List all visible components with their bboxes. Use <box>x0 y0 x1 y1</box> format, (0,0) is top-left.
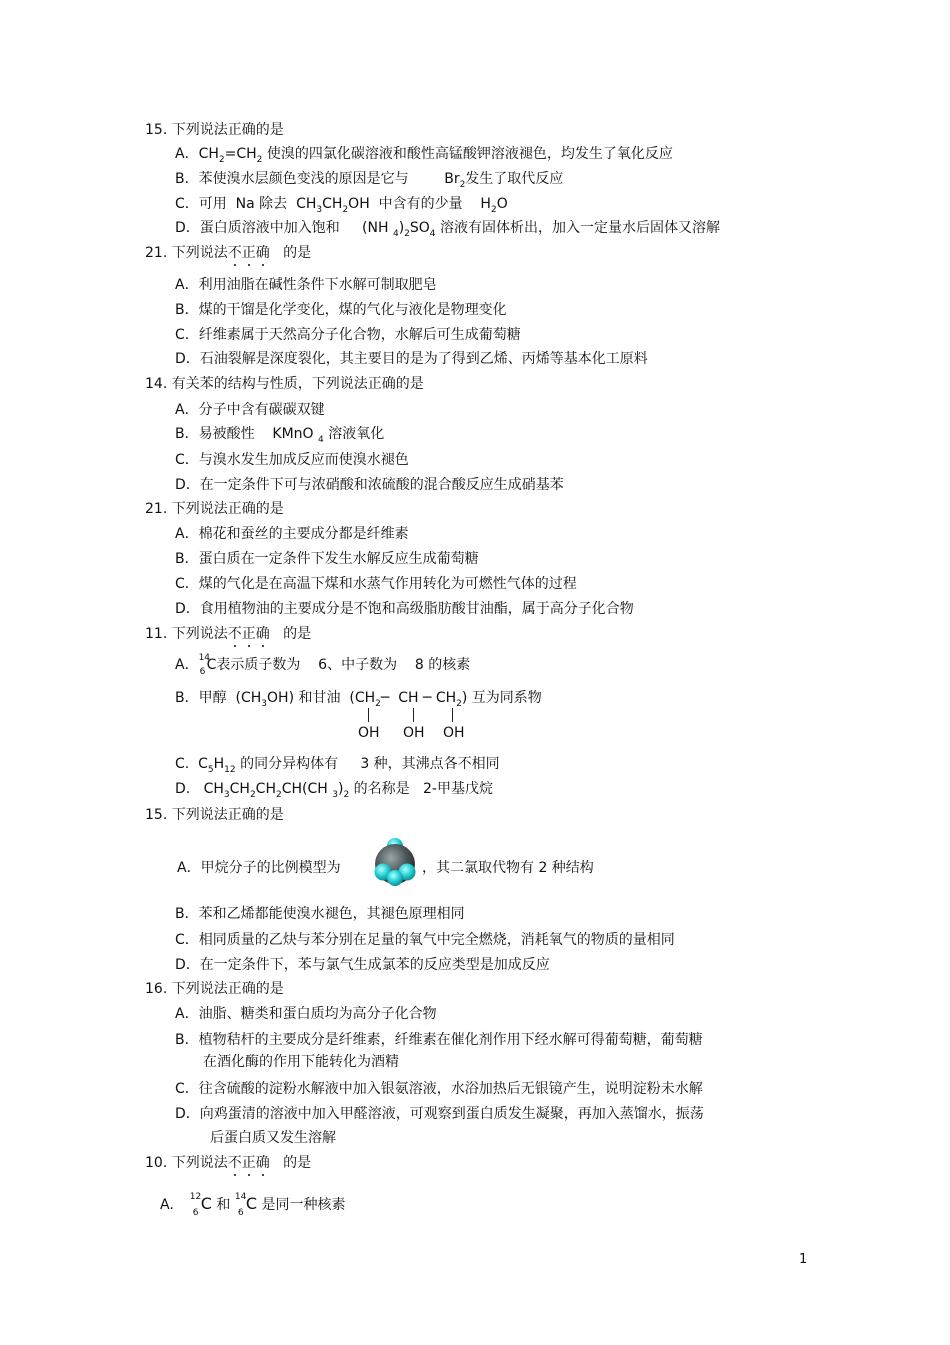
question-21a-title: 21. 下列说法不正确 的是 <box>145 245 312 261</box>
question-16-option-d: D．向鸡蛋清的溶液中加入甲醛溶液，可观察到蛋白质发生凝聚，再加入蒸馏水，振荡 <box>175 1106 704 1122</box>
question-21a-option-a: A．利用油脂在碱性条件下水解可制取肥皂 <box>175 277 437 293</box>
question-15b-option-a-text-tail: ，其二氯取代物有 2 种结构 <box>422 860 594 876</box>
question-15b-option-d: D．在一定条件下，苯与氯气生成氯苯的反应类型是加成反应 <box>175 957 550 973</box>
question-11-option-a: A． 14 6 C表示质子数为 6、中子数为 8 的核素 <box>175 653 471 677</box>
hydroxyl-label: OH <box>403 725 425 741</box>
question-14-title: 14. 有关苯的结构与性质，下列说法正确的是 <box>145 376 424 392</box>
bond-line <box>413 708 414 722</box>
question-11-option-b: B．甲醇 $(CH_3OH)$ 和甘油 ($CH_2─$ CH ─ $CH_2$) 互为同系物 <box>175 690 542 709</box>
carbon-14-isotope: 14 6 C <box>198 653 217 677</box>
question-10-option-a: A. 12 6 C 和 14 6 C 是同一种核素 <box>160 1192 346 1218</box>
carbon-14-isotope: 14 6 C <box>234 1192 258 1218</box>
question-16-option-b: B．植物秸杆的主要成分是纤维素，纤维素在催化剂作用下经水解可得葡萄糖，葡萄糖 <box>175 1032 703 1048</box>
question-11-option-c: C. $C_5H_{12}$ 的同分异构体有 3 种，其沸点各不相同 <box>175 756 500 775</box>
carbon-12-isotope: 12 6 C <box>189 1192 212 1218</box>
question-15b-option-a-text: A．甲烷分子的比例模型为 <box>177 860 341 876</box>
question-11-option-d: D. $CH_3CH_2CH_2CH(CH$ $_3)_2$ 的名称是 2-甲基戊烷 <box>175 781 493 800</box>
question-21b-option-a: A．棉花和蚕丝的主要成分都是纤维素 <box>175 526 409 542</box>
question-15b-option-b: B．苯和乙烯都能使溴水褪色，其褪色原理相同 <box>175 906 465 922</box>
hydroxyl-label: OH <box>443 725 465 741</box>
question-16-option-b-continued: 在酒化酶的作用下能转化为酒精 <box>203 1054 399 1070</box>
hydroxyl-label: OH <box>358 725 380 741</box>
question-21b-option-b: B．蛋白质在一定条件下发生水解反应生成葡萄糖 <box>175 551 479 567</box>
question-16-title: 16. 下列说法正确的是 <box>145 981 284 997</box>
question-14-option-b: B．易被酸性 KMnO $_4$ 溶液氧化 <box>175 426 385 445</box>
question-16-option-c: C．往含硫酸的淀粉水解液中加入银氨溶液，水浴加热后无银镜产生，说明淀粉未水解 <box>175 1081 703 1097</box>
question-14-option-c: C．与溴水发生加成反应而使溴水褪色 <box>175 452 409 468</box>
question-15a-title: 15. 下列说法正确的是 <box>145 122 284 138</box>
question-15a-option-c: C．可用 Na 除去 $CH_3CH_2OH$ 中含有的少量 $H_2O$ <box>175 196 508 215</box>
question-21b-option-c: C．煤的气化是在高温下煤和水蒸气作用转化为可燃性气体的过程 <box>175 576 577 592</box>
bond-line <box>368 708 369 722</box>
question-21b-title: 21. 下列说法正确的是 <box>145 501 284 517</box>
question-21a-option-c: C．纤维素属于天然高分子化合物，水解后可生成葡萄糖 <box>175 327 521 343</box>
question-15b-option-c: C．相同质量的乙炔与苯分别在足量的氧气中完全燃烧，消耗氧气的物质的量相同 <box>175 932 675 948</box>
methane-space-filling-model <box>369 835 421 887</box>
question-14-option-a: A．分子中含有碳碳双键 <box>175 402 325 418</box>
question-15a-option-d: D．蛋白质溶液中加入饱和 (NH $_4)_2SO_4$ 溶液有固体析出，加入一定量水后固体又溶解 <box>175 220 720 239</box>
question-15a-option-b: B．苯使溴水层颜色变浅的原因是它与 $Br_2$发生了取代反应 <box>175 171 564 190</box>
question-15a-option-a: A．$CH_2=CH_2$ 使溴的四氯化碳溶液和酸性高锰酸钾溶液褪色，均发生了氧化反应 <box>175 146 673 165</box>
question-14-option-d: D．在一定条件下可与浓硝酸和浓硫酸的混合酸反应生成硝基苯 <box>175 477 564 493</box>
question-15b-title: 15. 下列说法正确的是 <box>145 807 284 823</box>
question-11-title: 11. 下列说法不正确 的是 <box>145 626 312 642</box>
question-10-title: 10. 下列说法不正确 的是 <box>145 1155 312 1171</box>
bond-line <box>452 708 453 722</box>
question-16-option-a: A．油脂、糖类和蛋白质均为高分子化合物 <box>175 1006 437 1022</box>
question-21b-option-d: D．食用植物油的主要成分是不饱和高级脂肪酸甘油酯，属于高分子化合物 <box>175 601 634 617</box>
question-21a-option-b: B．煤的干馏是化学变化，煤的气化与液化是物理变化 <box>175 302 507 318</box>
question-21a-option-d: D．石油裂解是深度裂化，其主要目的是为了得到乙烯、丙烯等基本化工原料 <box>175 351 648 367</box>
page-number: 1 <box>799 1252 808 1267</box>
question-16-option-d-continued: 后蛋白质又发生溶解 <box>210 1130 336 1146</box>
